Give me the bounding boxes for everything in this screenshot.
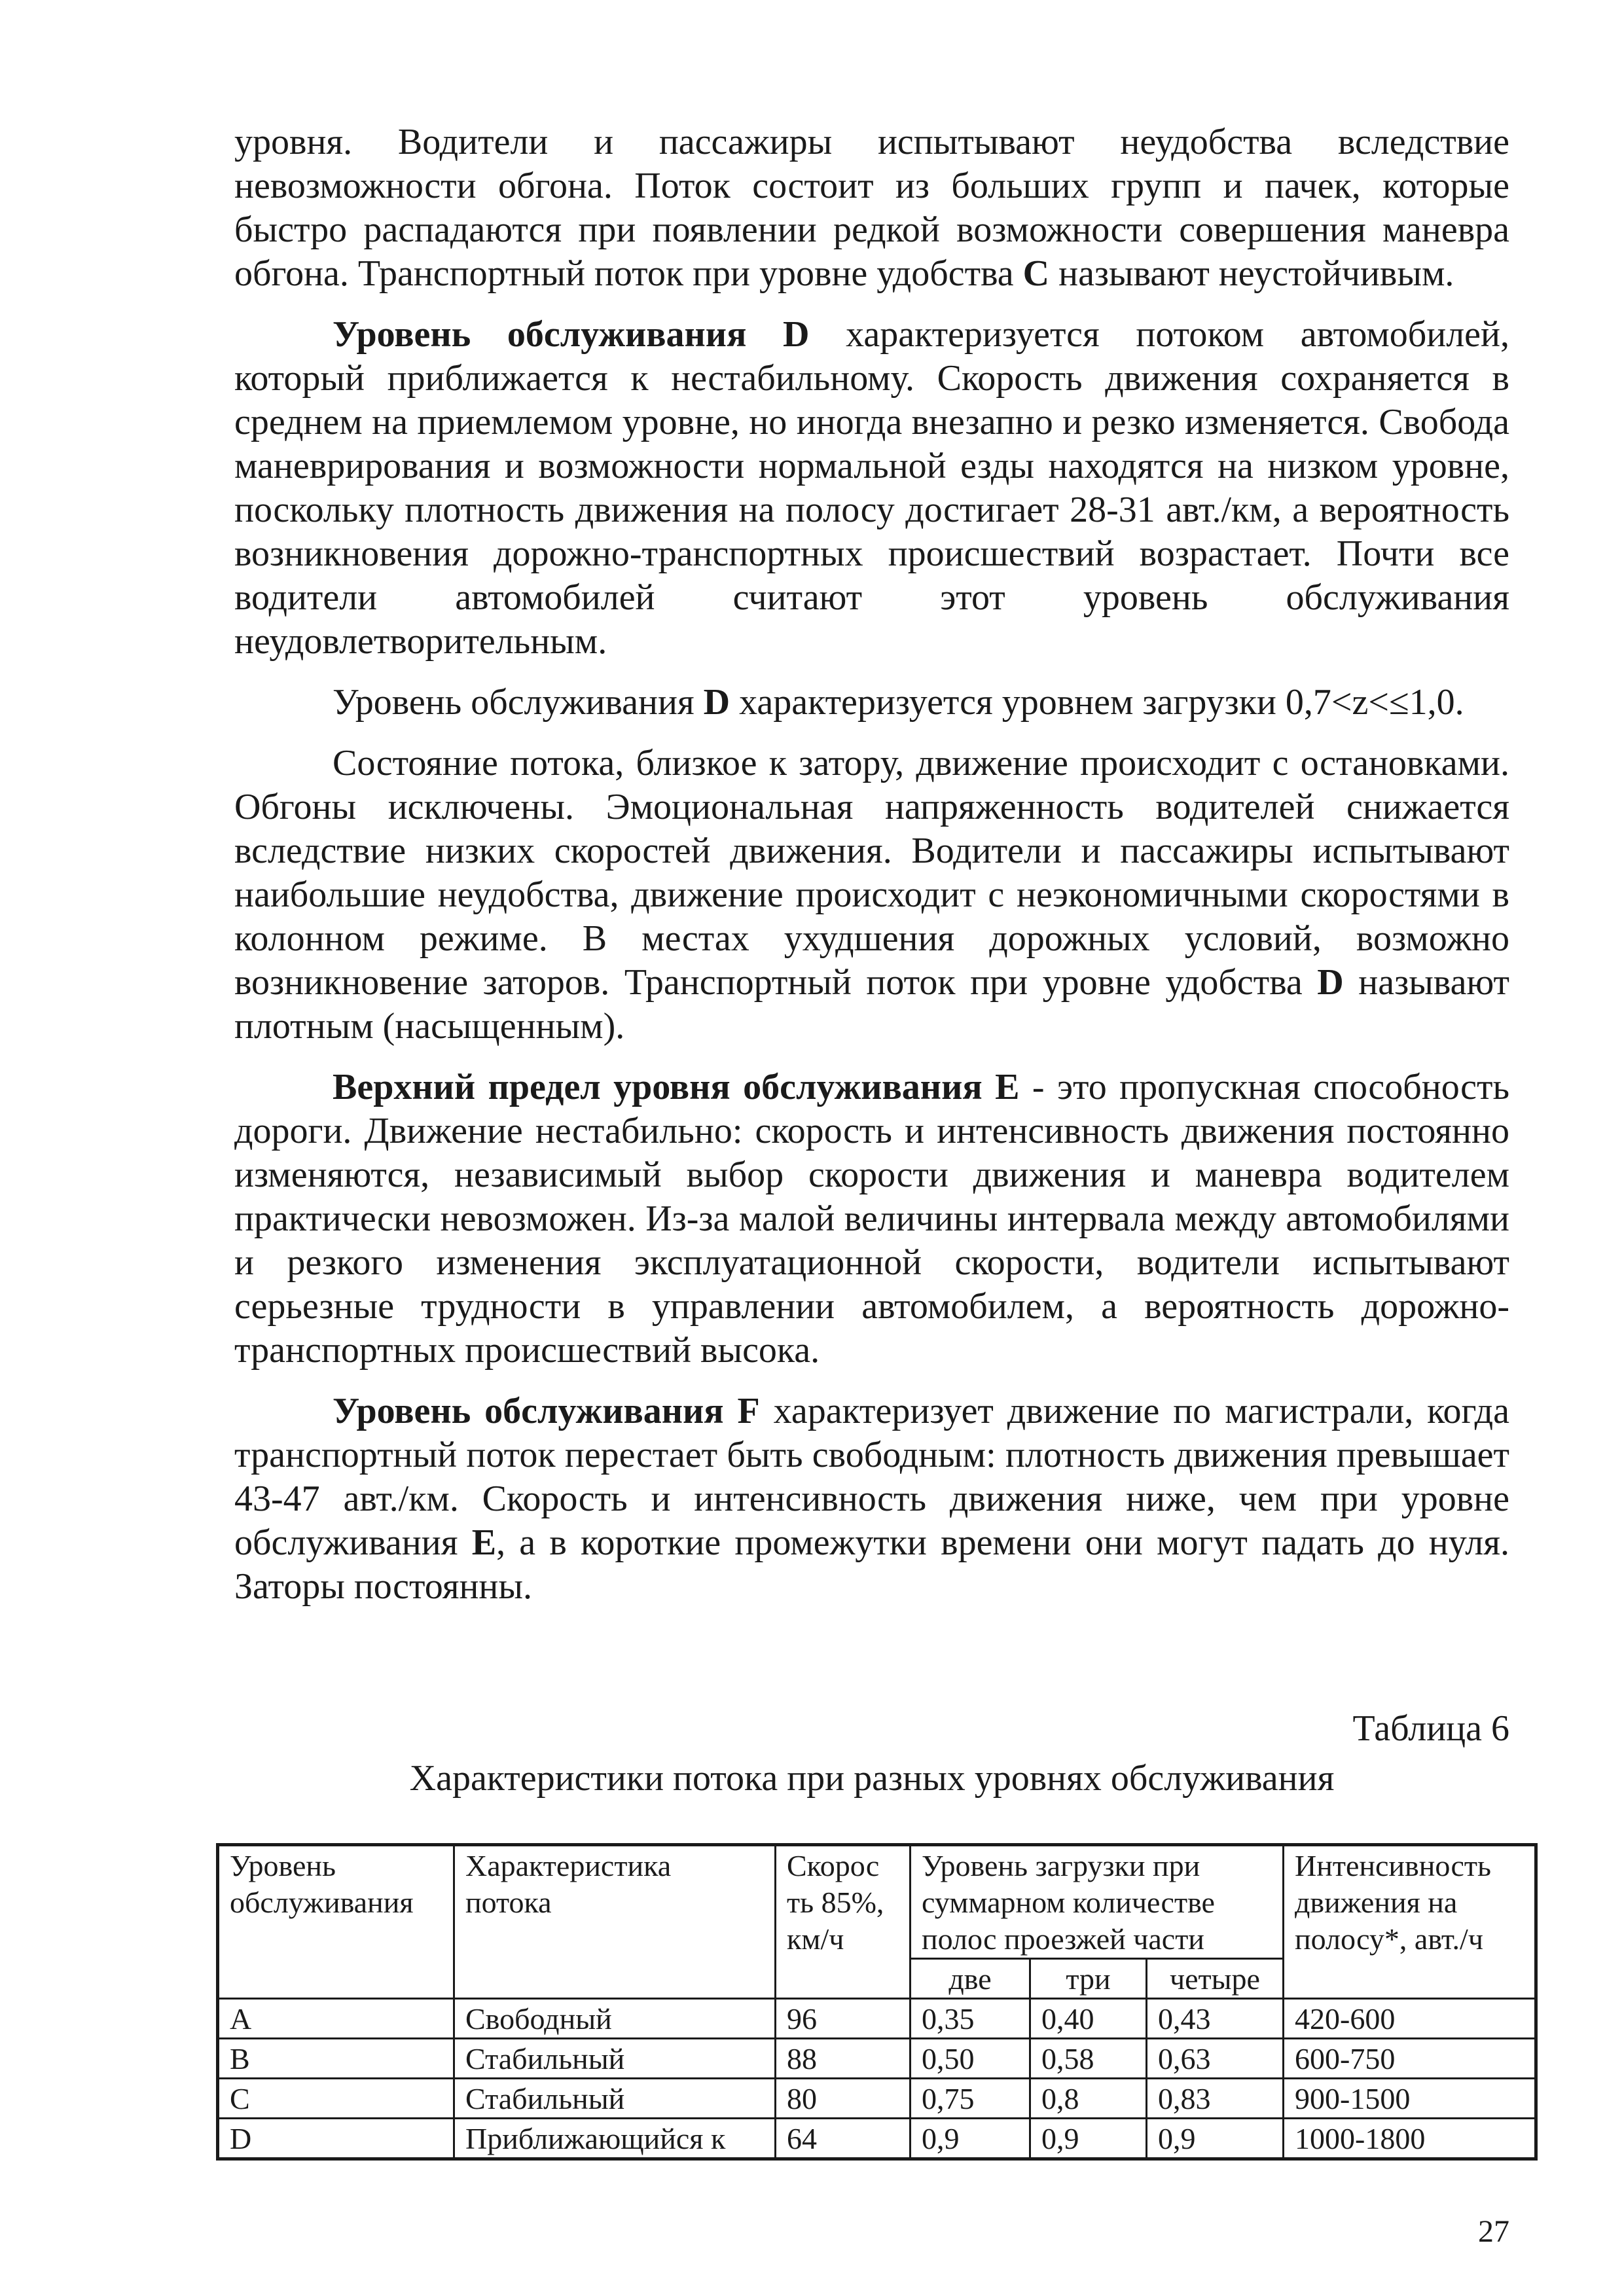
text-run: характеризует движение по магистрали, когда транспортный поток перестает быть свободным: плотность движения превышает 43-47 авт./км. Скорость и интенсивность движения ниже, чем при уровне обслуживания	[234, 1391, 1509, 1563]
cell-speed: 80	[776, 2079, 911, 2119]
bold-text: Уровень обслуживания D	[333, 314, 810, 355]
service-level-table	[216, 1843, 1538, 2161]
header-level: Уровень обслуживания	[218, 1845, 454, 1999]
text-run: называют неустойчивым.	[1049, 253, 1454, 294]
table-label: Таблица 6	[1352, 1708, 1509, 1749]
cell-speed: 96	[776, 1999, 911, 2039]
header-load-group: Уровень загрузки при суммарном количестве полос проезжей части	[911, 1845, 1284, 1959]
table-row	[218, 2119, 1536, 2159]
text-run: - это пропускная способность дороги. Движение нестабильно: скорость и интенсивность движения постоянно изменяются, независимый выбор скорости движения и маневра водителем практически невозможен. Из-за малой величины интервала между автомобилями и резкого изменения эксплуатационной скорости, водители испытывают серьезные трудности в управлении автомобилем, а вероятность дорожно-транспортных происшествий высока.	[234, 1067, 1509, 1371]
cell-characteristic: Свободный	[454, 1999, 776, 2039]
cell-level: В	[218, 2039, 454, 2079]
cell-load-four: 0,63	[1147, 2039, 1284, 2079]
table-header-row	[218, 1845, 1536, 1959]
text-run: Состояние потока, близкое к затору, движение происходит с остановками. Обгоны исключены. Эмоциональная напряженность водителей снижается вследствие низких скоростей движения. Водители и пассажиры испытывают наибольшие неудобства, движение происходит с неэкономичными скоростями в колонном режиме. В местах ухудшения дорожных условий, возможно возникновение заторов. Транспортный поток при уровне удобства	[234, 743, 1509, 1003]
table-row	[218, 2039, 1536, 2079]
bold-text: D	[1317, 962, 1344, 1003]
cell-load-two: 0,75	[911, 2079, 1030, 2119]
cell-speed: 64	[776, 2119, 911, 2159]
cell-intensity: 600-750	[1284, 2039, 1536, 2079]
cell-load-three: 0,58	[1030, 2039, 1147, 2079]
cell-characteristic: Стабильный	[454, 2039, 776, 2079]
table-row	[218, 1999, 1536, 2039]
paragraph-level-d	[234, 313, 1509, 664]
cell-load-four: 0,9	[1147, 2119, 1284, 2159]
cell-intensity: 420-600	[1284, 1999, 1536, 2039]
cell-load-three: 0,8	[1030, 2079, 1147, 2119]
body-text	[234, 120, 1509, 1626]
bold-text: E	[471, 1522, 497, 1563]
bold-text: С	[1022, 253, 1050, 294]
cell-intensity: 1000-1800	[1284, 2119, 1536, 2159]
cell-speed: 88	[776, 2039, 911, 2079]
bold-text: Верхний предел уровня обслуживания Е	[333, 1067, 1020, 1107]
cell-load-four: 0,43	[1147, 1999, 1284, 2039]
cell-characteristic: Стабильный	[454, 2079, 776, 2119]
page-number: 27	[1478, 2214, 1509, 2249]
text-run: характеризуется уровнем загрузки 0,7<z<≤1,0.	[730, 682, 1464, 723]
cell-level: D	[218, 2119, 454, 2159]
cell-level: С	[218, 2079, 454, 2119]
header-three-lanes: три	[1030, 1959, 1147, 1999]
header-characteristic: Характеристика потока	[454, 1845, 776, 1999]
cell-characteristic: Приближающийся к	[454, 2119, 776, 2159]
paragraph-level-f	[234, 1390, 1509, 1609]
text-run: характеризуется потоком автомобилей, который приближается к нестабильному. Скорость движения сохраняется в среднем на приемлемом уровне, но иногда внезапно и резко изменяется. Свобода маневрирования и возможности нормальной езды находятся на низком уровне, поскольку плотность движения на полосу достигает 28-31 авт./км, а вероятность возникновения дорожно-транспортных происшествий возрастает. Почти все водители автомобилей считают этот уровень обслуживания неудовлетворительным.	[234, 314, 1509, 662]
paragraph-congestion	[234, 742, 1509, 1049]
bold-text: Уровень обслуживания F	[333, 1391, 760, 1431]
cell-load-three: 0,9	[1030, 2119, 1147, 2159]
paragraph-level-c-end	[234, 120, 1509, 296]
header-speed: Скорос ть 85%, км/ч	[776, 1845, 911, 1999]
text-run: Уровень обслуживания	[333, 682, 704, 723]
bold-text: D	[703, 682, 731, 723]
cell-load-four: 0,83	[1147, 2079, 1284, 2119]
text-run: называют плотным (насыщенным).	[234, 962, 1509, 1047]
paragraph-level-d-load	[234, 681, 1509, 725]
paragraph-level-e	[234, 1066, 1509, 1372]
table-row	[218, 2079, 1536, 2119]
cell-load-two: 0,35	[911, 1999, 1030, 2039]
cell-intensity: 900-1500	[1284, 2079, 1536, 2119]
cell-load-three: 0,40	[1030, 1999, 1147, 2039]
cell-load-two: 0,50	[911, 2039, 1030, 2079]
cell-level: А	[218, 1999, 454, 2039]
text-run: уровня. Водители и пассажиры испытывают неудобства вследствие невозможности обгона. Поток состоит из больших групп и пачек, которые быстро распадаются при появлении редкой возможности совершения маневра обгона. Транспортный поток при уровне удобства	[234, 122, 1509, 294]
text-run: , а в короткие промежутки времени они могут падать до нуля. Заторы постоянны.	[234, 1522, 1510, 1607]
cell-load-two: 0,9	[911, 2119, 1030, 2159]
header-two-lanes: две	[911, 1959, 1030, 1999]
header-four-lanes: четыре	[1147, 1959, 1284, 1999]
table-title: Характеристики потока при разных уровнях обслуживания	[409, 1758, 1335, 1799]
header-intensity: Интенсивность движения на полосу*, авт./ч	[1284, 1845, 1536, 1999]
